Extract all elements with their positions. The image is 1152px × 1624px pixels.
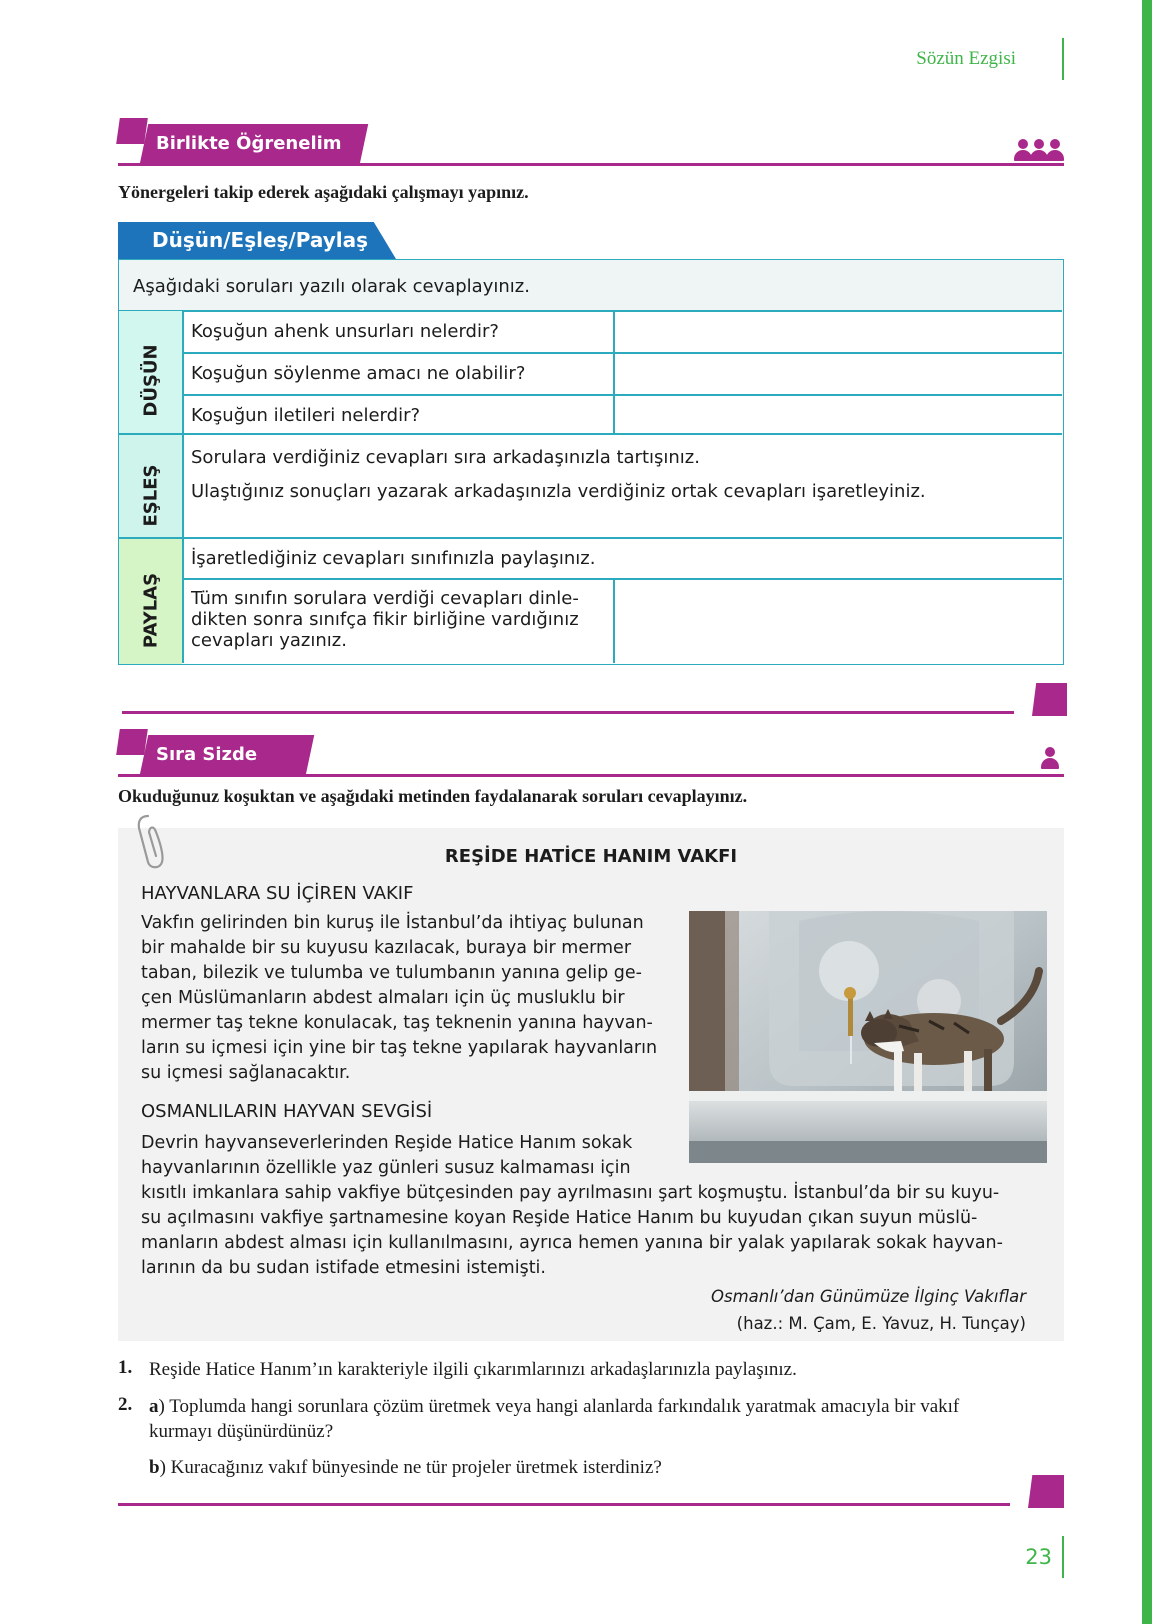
paylas-instruction-1: İşaretlediğiniz cevapları sınıfınızla paylaşınız. — [191, 548, 596, 569]
question-2a-text: a) Toplumda hangi sorunlara çözüm üretmek veya hangi alanlarda farkındalık yaratmak amacıyla bir vakıf kurmayı düşünürdünüz? — [149, 1396, 960, 1442]
source-authors: (haz.: M. Çam, E. Yavuz, H. Tunçay) — [736, 1314, 1026, 1333]
table-intro-text: Aşağıdaki soruları yazılı olarak cevaplayınız. — [133, 276, 530, 297]
bottom-divider-marker — [1028, 1475, 1064, 1508]
section-divider — [122, 711, 1014, 714]
bottom-divider — [118, 1503, 1010, 1506]
question-2-number: 2. — [118, 1394, 133, 1415]
source-book: Osmanlı’dan Günümüze İlginç Vakıflar — [711, 1287, 1026, 1306]
banner-underline — [118, 163, 1064, 166]
dep-table — [118, 259, 1064, 665]
banner-underline-2 — [118, 774, 1064, 777]
banner-accent-square — [116, 118, 148, 144]
banner-birlikte-label: Birlikte Öğrenelim — [156, 133, 342, 154]
paylas-answer[interactable] — [615, 580, 1061, 662]
esles-instruction-1: Sorulara verdiğiniz cevapları sıra arkadaşınızla tartışınız. — [191, 447, 700, 468]
reading-paragraph-1: Vakfın gelirinden bin kuruş ile İstanbul’da ihtiyaç bulunan bir mahalde bir su kuyusu kazılacak, buraya bir mermer taban, bilezik ve tulumba ve tulumbanın yanına gelip ge- çen Müslümanların abdest almaları için üç musluklu bir mermer taş tekne konulacak, taş teknenin yanına hayvan- ların su içmesi için yine bir taş tekne yapılarak hayvanların su içmesi sağlanacaktır. — [141, 913, 658, 1083]
header-title: Sözün Ezgisi — [916, 48, 1016, 69]
banner-accent-square-2 — [116, 729, 148, 755]
reading-subtitle-1: HAYVANLARA SU İÇİREN VAKIF — [141, 883, 414, 904]
dusun-label: DÜŞÜN — [140, 344, 162, 417]
group-icon — [1014, 139, 1064, 161]
page-edge-strip — [1142, 0, 1152, 1624]
banner-sira-sizde-label: Sıra Sizde — [156, 744, 258, 765]
header-rule — [1062, 38, 1064, 80]
reading-paragraph-2: Devrin hayvanseverlerinden Reşide Hatice Hanım sokak hayvanlarının özellikle yaz günleri susuz kalmaması için kısıtlı imkanlara sahip vakfiye bütçesinden pay ayrılmasını şart koşmuştu. İstanbul’da bir su kuyu- su açılmasını vakfiye şartnamesine koyan Reşide Hatice Hanım bu kuyudan çıkan suyun müslü- manların abdest alması için kullanılmasını, ayrıca hemen yanına bir yalak yapılarak sokak hayvan- larının da bu sudan istifade etmesini istemişti. — [141, 1133, 1003, 1278]
esles-label: EŞLEŞ — [140, 464, 162, 527]
page-number: 23 — [1025, 1545, 1052, 1569]
reading-title: REŞİDE HATİCE HANIM VAKFI — [444, 846, 738, 867]
dusun-question-2: Koşuğun söylenme amacı ne olabilir? — [191, 363, 526, 384]
paylas-instruction-2: Tüm sınıfın sorulara verdiği cevapları dinle- dikten sonra sınıfça fikir birliğine vardığınız cevapları yazınız. — [191, 588, 579, 651]
question-2b-text: b) Kuracağınız vakıf bünyesinde ne tür projeler üretmek isterdiniz? — [149, 1457, 662, 1478]
dusun-question-3: Koşuğun iletileri nelerdir? — [191, 405, 421, 426]
instruction-text: Yönergeleri takip ederek aşağıdaki çalışmayı yapınız. — [118, 182, 529, 202]
dusun-question-1: Koşuğun ahenk unsurları nelerdir? — [191, 321, 499, 342]
table-intro-row — [119, 260, 1062, 310]
dusun-answer-1[interactable] — [615, 312, 1061, 351]
section-divider-marker — [1032, 683, 1067, 716]
dusun-answer-2[interactable] — [615, 354, 1061, 393]
footer-rule — [1062, 1536, 1064, 1578]
esles-instruction-2: Ulaştığınız sonuçları yazarak arkadaşınızla verdiğiniz ortak cevapları işaretleyiniz. — [191, 481, 926, 502]
question-1-text: Reşide Hatice Hanım’ın karakteriyle ilgili çıkarımlarınızı arkadaşlarınızla paylaşınız. — [149, 1359, 797, 1380]
paylas-label: PAYLAŞ — [140, 572, 162, 649]
person-icon — [1041, 747, 1059, 769]
instruction-text-2: Okuduğunuz koşuktan ve aşağıdaki metinden faydalanarak soruları cevaplayınız. — [118, 786, 748, 806]
dusun-answer-3[interactable] — [615, 396, 1061, 433]
reading-subtitle-2: OSMANLILARIN HAYVAN SEVGİSİ — [141, 1101, 433, 1122]
question-1-number: 1. — [118, 1357, 133, 1378]
cat-drinking-fountain-photo — [689, 911, 1047, 1163]
dusun-esles-paylas-tab-label: Düşün/Eşleş/Paylaş — [152, 228, 369, 252]
